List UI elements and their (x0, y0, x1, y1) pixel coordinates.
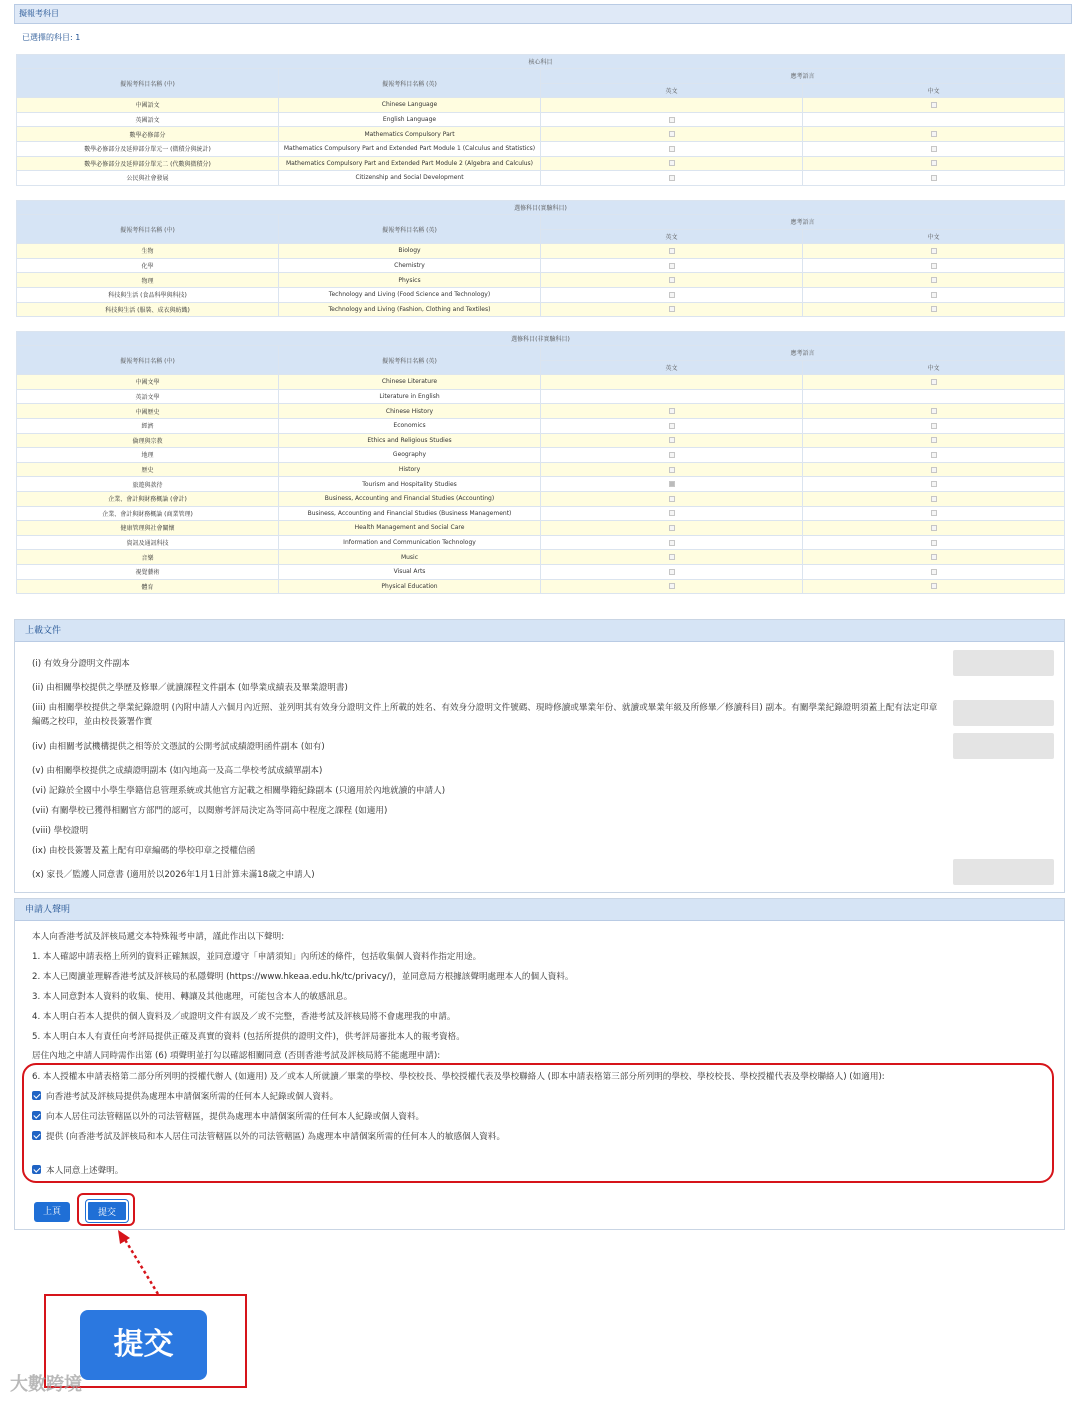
checkbox-lang-en[interactable] (669, 554, 675, 560)
checkbox-lang-zh[interactable] (931, 481, 937, 487)
col-header-lang: 應考語言 (541, 346, 1065, 361)
subject-name-cn: 中國語文 (17, 98, 279, 113)
table-row (17, 404, 1065, 419)
lang-zh-cell (803, 302, 1065, 317)
pointer-arrow (110, 1228, 170, 1298)
checkbox-lang-en[interactable] (669, 131, 675, 137)
subject-name-cn: 歷史 (17, 462, 279, 477)
upload-slot-4[interactable] (953, 733, 1054, 759)
subject-name-cn: 物理 (17, 273, 279, 288)
checkbox-lang-zh[interactable] (931, 467, 937, 473)
col-header-en: 擬報考科目名稱 (英) (279, 69, 541, 98)
col-header-cn: 擬報考科目名稱 (中) (17, 69, 279, 98)
table-row (17, 506, 1065, 521)
subject-name-cn: 數學必修部分 (17, 127, 279, 142)
table-row (17, 244, 1065, 259)
subject-name-en: History (279, 462, 541, 477)
checkbox-lang-zh[interactable] (931, 583, 937, 589)
checkbox-lang-zh[interactable] (931, 277, 937, 283)
table-row (17, 287, 1065, 302)
table-caption: 選修科目(非實驗科目) (17, 332, 1065, 346)
table-caption: 核心科目 (17, 55, 1065, 69)
lang-zh-cell (803, 491, 1065, 506)
declaration-item-6: 6. 本人授權本申請表格第二部分所列明的授權代辦人 (如適用) 及／或本人所就讀／畢業的學校、學校校長、學校授權代表及學校聯絡人 (即本申請表格第三部分所列明的學校、學校校長、學校授權代表及學校聯絡人) (如適用): (32, 1072, 885, 1082)
upload-slot-1[interactable] (953, 650, 1054, 676)
table-row (17, 258, 1065, 273)
subject-name-cn: 體育 (17, 579, 279, 594)
checkbox-lang-en[interactable] (669, 263, 675, 269)
col-header-en: 擬報考科目名稱 (英) (279, 346, 541, 375)
submit-button[interactable]: 提交 (86, 1200, 128, 1222)
checkbox-lang-en[interactable] (669, 423, 675, 429)
checkbox-lang-en[interactable] (669, 481, 675, 487)
col-header-cn: 擬報考科目名稱 (中) (17, 215, 279, 244)
subject-name-en: Physics (279, 273, 541, 288)
subject-name-cn: 健康管理與社會關懷 (17, 521, 279, 536)
lang-zh-cell (803, 112, 1065, 127)
lang-en-cell (541, 418, 803, 433)
checkbox-lang-en[interactable] (669, 540, 675, 546)
checkbox-lang-zh[interactable] (931, 175, 937, 181)
lang-zh-cell (803, 375, 1065, 390)
table-row (17, 127, 1065, 142)
subject-name-cn: 英語文學 (17, 389, 279, 404)
lang-zh-cell (803, 579, 1065, 594)
subject-name-en: Biology (279, 244, 541, 259)
checkbox-lang-zh[interactable] (931, 496, 937, 502)
checkbox-lang-en[interactable] (669, 437, 675, 443)
upload-item: (iii) 由相關學校提供之學業紀錄證明 (內附申請人六個月內近照、並列明其有效身分證明文件上所載的姓名、有效身分證明文件號碼、現時修讀或畢業年份、就讀或畢業年級及所修畢／修讀科目) 副本。有關學業紀錄證明須蓋上配有法定印章編碼之校印，並由校長簽署作實 (32, 703, 938, 727)
lang-en-cell (541, 491, 803, 506)
col-header-cn: 擬報考科目名稱 (中) (17, 346, 279, 375)
checkbox-lang-zh[interactable] (931, 102, 937, 108)
lang-zh-cell (803, 273, 1065, 288)
table-row (17, 156, 1065, 171)
subject-name-cn: 數學必修部分及延伸部分單元二 (代數與微積分) (17, 156, 279, 171)
table-row (17, 564, 1065, 579)
upload-item: (ii) 由相關學校提供之學歷及修畢／就讀課程文件副本 (如學業成績表及畢業證明書) (32, 683, 348, 693)
subject-name-cn: 倫理與宗教 (17, 433, 279, 448)
lang-en-cell (541, 448, 803, 463)
lang-zh-cell (803, 404, 1065, 419)
consent-label: 向本人居住司法管轄區以外的司法管轄區，提供為處理本申請個案所需的任何本人紀錄或個人資料。 (46, 1112, 425, 1122)
lang-en-cell (541, 171, 803, 186)
selected-count: 已選擇的科目: 1 (22, 33, 81, 42)
subject-name-en: Tourism and Hospitality Studies (279, 477, 541, 492)
checkbox-lang-zh[interactable] (931, 423, 937, 429)
lang-zh-cell (803, 127, 1065, 142)
watermark: 大數跨境 (10, 1374, 82, 1395)
checkbox-lang-en[interactable] (669, 175, 675, 181)
lang-zh-cell (803, 564, 1065, 579)
checkbox-lang-en[interactable] (669, 510, 675, 516)
col-header-lang: 應考語言 (541, 215, 1065, 230)
lang-en-cell (541, 506, 803, 521)
lang-zh-cell (803, 244, 1065, 259)
subject-name-en: Chinese History (279, 404, 541, 419)
subject-name-cn: 公民與社會發展 (17, 171, 279, 186)
declaration-intro: 本人向香港考試及評核局遞交本特殊報考申請，謹此作出以下聲明: (32, 932, 285, 942)
prev-page-button[interactable]: 上頁 (34, 1202, 70, 1222)
checkbox-lang-en[interactable] (669, 525, 675, 531)
subject-name-cn: 音樂 (17, 550, 279, 565)
lang-en-cell (541, 302, 803, 317)
declaration-item: 4. 本人明白若本人提供的個人資料及／或證明文件有誤及／或不完整，香港考試及評核局將不會處理我的申請。 (32, 1012, 456, 1022)
lang-zh-cell (803, 477, 1065, 492)
elective-nonlab-table (16, 331, 1065, 594)
checkbox-lang-en[interactable] (669, 467, 675, 473)
checkbox-lang-zh[interactable] (931, 306, 937, 312)
lang-zh-cell (803, 506, 1065, 521)
table-row (17, 418, 1065, 433)
subject-name-en: Business, Accounting and Financial Studies (Accounting) (279, 491, 541, 506)
subject-name-cn: 企業、會計與財務概論 (商業管理) (17, 506, 279, 521)
lang-en-cell (541, 389, 803, 404)
table-row (17, 375, 1065, 390)
col-header-lang: 應考語言 (541, 69, 1065, 84)
lang-zh-cell (803, 418, 1065, 433)
lang-en-cell (541, 433, 803, 448)
declaration-item: 1. 本人確認申請表格上所列的資料正確無誤，並同意遵守「申請須知」內所述的條件，包括收集個人資料作指定用途。 (32, 952, 482, 962)
lang-en-cell (541, 112, 803, 127)
subject-name-en: Chinese Language (279, 98, 541, 113)
lang-en-cell (541, 273, 803, 288)
lang-zh-cell (803, 258, 1065, 273)
checkbox-lang-en[interactable] (669, 452, 675, 458)
checkbox-lang-zh[interactable] (931, 437, 937, 443)
subject-name-en: Chemistry (279, 258, 541, 273)
checkbox-lang-en[interactable] (669, 408, 675, 414)
col-header-lang-zh: 中文 (803, 229, 1065, 244)
lang-zh-cell (803, 141, 1065, 156)
table-row (17, 477, 1065, 492)
col-header-lang-en: 英文 (541, 229, 803, 244)
subject-name-en: Music (279, 550, 541, 565)
table-row (17, 112, 1065, 127)
lang-en-cell (541, 141, 803, 156)
checkbox-lang-zh[interactable] (931, 525, 937, 531)
checkbox-lang-en[interactable] (669, 160, 675, 166)
upload-item: (iv) 由相關考試機構提供之相等於文憑試的公開考試成績證明函件副本 (如有) (32, 742, 325, 752)
lang-en-cell (541, 579, 803, 594)
lang-zh-cell (803, 433, 1065, 448)
subject-name-cn: 生物 (17, 244, 279, 259)
agree-label: 本人同意上述聲明。 (46, 1166, 124, 1176)
lang-zh-cell (803, 550, 1065, 565)
consent-label: 提供 (向香港考試及評核局和本人居住司法管轄區以外的司法管轄區) 為處理本申請個案所需的任何本人的敏感個人資料。 (46, 1132, 506, 1142)
checkbox-lang-zh[interactable] (931, 292, 937, 298)
subject-name-cn: 經濟 (17, 418, 279, 433)
lang-en-cell (541, 98, 803, 113)
col-header-lang-en: 英文 (541, 360, 803, 375)
checkbox-lang-zh[interactable] (931, 452, 937, 458)
checkbox-lang-zh[interactable] (931, 510, 937, 516)
upload-item: (v) 由相關學校提供之成績證明副本 (如內地高一及高二學校考試成績單副本) (32, 766, 323, 776)
subject-name-en: Technology and Living (Food Science and Technology) (279, 287, 541, 302)
lang-en-cell (541, 477, 803, 492)
lang-en-cell (541, 156, 803, 171)
upload-item: (x) 家長／監護人同意書 (適用於以2026年1月1日計算未滿18歲之申請人) (32, 870, 315, 880)
lang-en-cell (541, 564, 803, 579)
table-row (17, 433, 1065, 448)
declaration-item: 2. 本人已閱讀並理解香港考試及評核局的私隱聲明 (https://www.hkeaa.edu.hk/tc/privacy/)，並同意局方根據該聲明處理本人的個人資料。 (32, 972, 574, 982)
subject-name-cn: 視覺藝術 (17, 564, 279, 579)
lang-zh-cell (803, 156, 1065, 171)
checkbox-lang-zh[interactable] (931, 263, 937, 269)
subject-name-en: Economics (279, 418, 541, 433)
core-subjects-table (16, 54, 1065, 186)
subject-name-cn: 化學 (17, 258, 279, 273)
checkbox-lang-en[interactable] (669, 292, 675, 298)
table-row (17, 389, 1065, 404)
checkbox-lang-zh[interactable] (931, 554, 937, 560)
checkbox-lang-zh[interactable] (931, 540, 937, 546)
checkbox-lang-en[interactable] (669, 569, 675, 575)
subject-name-cn: 企業、會計與財務概論 (會計) (17, 491, 279, 506)
table-row (17, 141, 1065, 156)
lang-en-cell (541, 127, 803, 142)
lang-zh-cell (803, 462, 1065, 477)
upload-item: (ix) 由校長簽署及蓋上配有印章編碼的學校印章之授權信函 (32, 846, 256, 856)
lang-zh-cell (803, 521, 1065, 536)
lang-zh-cell (803, 535, 1065, 550)
subject-name-cn: 地理 (17, 448, 279, 463)
upload-item: (i) 有效身分證明文件副本 (32, 659, 130, 669)
lang-en-cell (541, 244, 803, 259)
table-row (17, 521, 1065, 536)
table-row (17, 579, 1065, 594)
section-header-subjects: 擬報考科目 (14, 4, 1072, 24)
upload-title: 上載文件 (15, 620, 1064, 642)
subject-name-en: Ethics and Religious Studies (279, 433, 541, 448)
upload-item: (vi) 記錄於全國中小學生學籍信息管理系統或其他官方記載之相關學籍紀錄副本 (只適用於內地就讀的申請人) (32, 786, 446, 796)
lang-en-cell (541, 375, 803, 390)
subject-name-en: Mathematics Compulsory Part and Extended Part Module 2 (Algebra and Calculus) (279, 156, 541, 171)
lang-zh-cell (803, 98, 1065, 113)
subject-name-cn: 中國歷史 (17, 404, 279, 419)
col-header-lang-zh: 中文 (803, 83, 1065, 98)
checkbox-lang-zh[interactable] (931, 379, 937, 385)
subject-name-cn: 旅遊與款待 (17, 477, 279, 492)
subject-name-en: Physical Education (279, 579, 541, 594)
subject-name-en: Technology and Living (Fashion, Clothing and Textiles) (279, 302, 541, 317)
subject-name-cn: 科技與生活 (食品科學與科技) (17, 287, 279, 302)
checkbox-lang-en[interactable] (669, 146, 675, 152)
subject-name-en: Chinese Literature (279, 375, 541, 390)
subject-name-en: English Language (279, 112, 541, 127)
lang-zh-cell (803, 389, 1065, 404)
lang-zh-cell (803, 171, 1065, 186)
subject-name-en: Information and Communication Technology (279, 535, 541, 550)
upload-item: (vii) 有關學校已獲得相關官方部門的認可，以閱辦考評局決定為等同高中程度之課程 (如適用) (32, 806, 388, 816)
subject-name-en: Business, Accounting and Financial Studies (Business Management) (279, 506, 541, 521)
lang-en-cell (541, 287, 803, 302)
subject-name-en: Visual Arts (279, 564, 541, 579)
checkbox-lang-zh[interactable] (931, 248, 937, 254)
upload-item: (viii) 學校證明 (32, 826, 89, 836)
table-caption: 選修科目(實驗科目) (17, 201, 1065, 215)
checkbox-lang-en[interactable] (669, 277, 675, 283)
checkbox-lang-zh[interactable] (931, 408, 937, 414)
table-row (17, 302, 1065, 317)
subject-name-en: Health Management and Social Care (279, 521, 541, 536)
table-row (17, 491, 1065, 506)
lang-zh-cell (803, 448, 1065, 463)
upload-slot-3[interactable] (953, 700, 1054, 726)
subject-name-en: Geography (279, 448, 541, 463)
table-row (17, 171, 1065, 186)
subject-name-cn: 數學必修部分及延伸部分單元一 (微積分與統計) (17, 141, 279, 156)
highlight-box-declaration (22, 1063, 1054, 1183)
col-header-en: 擬報考科目名稱 (英) (279, 215, 541, 244)
subject-name-cn: 資訊及通訊科技 (17, 535, 279, 550)
declaration-title: 申請人聲明 (15, 899, 1064, 921)
highlight-submit (77, 1193, 135, 1226)
subject-name-en: Mathematics Compulsory Part (279, 127, 541, 142)
checkbox-lang-zh[interactable] (931, 569, 937, 575)
lang-en-cell (541, 462, 803, 477)
checkbox-lang-zh[interactable] (931, 131, 937, 137)
lang-en-cell (541, 521, 803, 536)
subject-name-cn: 中國文學 (17, 375, 279, 390)
elective-lab-table (16, 200, 1065, 317)
lang-en-cell (541, 258, 803, 273)
col-header-lang-zh: 中文 (803, 360, 1065, 375)
mainland-note: 居住內地之申請人同時需作出第 (6) 項聲明並打勾以確認相關同意 (否則香港考試及評核局將不能處理申請): (32, 1051, 441, 1061)
subject-name-en: Literature in English (279, 389, 541, 404)
table-row (17, 550, 1065, 565)
lang-en-cell (541, 404, 803, 419)
lang-en-cell (541, 535, 803, 550)
checkbox-lang-en[interactable] (669, 583, 675, 589)
checkbox-lang-en[interactable] (669, 306, 675, 312)
declaration-item: 3. 本人同意對本人資料的收集、使用、轉讓及其他處理，可能包含本人的敏感訊息。 (32, 992, 353, 1002)
table-row (17, 535, 1065, 550)
table-row (17, 273, 1065, 288)
zoom-submit-button: 提交 (80, 1310, 207, 1380)
col-header-lang-en: 英文 (541, 83, 803, 98)
checkbox-lang-en[interactable] (669, 496, 675, 502)
lang-zh-cell (803, 287, 1065, 302)
upload-slot-10[interactable] (953, 859, 1054, 885)
table-row (17, 448, 1065, 463)
checkbox-lang-zh[interactable] (931, 146, 937, 152)
table-row (17, 98, 1065, 113)
checkbox-lang-zh[interactable] (931, 160, 937, 166)
subject-name-cn: 科技與生活 (服裝、成衣與紡織) (17, 302, 279, 317)
subject-name-en: Citizenship and Social Development (279, 171, 541, 186)
consent-label: 向香港考試及評核局提供為處理本申請個案所需的任何本人紀錄或個人資料。 (46, 1092, 339, 1102)
checkbox-lang-en[interactable] (669, 117, 675, 123)
table-row (17, 462, 1065, 477)
declaration-item: 5. 本人明白本人有責任向考評局提供正確及真實的資料 (包括所提供的證明文件)，供考評局審批本人的報考資格。 (32, 1032, 465, 1042)
subject-name-cn: 英國語文 (17, 112, 279, 127)
checkbox-lang-en[interactable] (669, 248, 675, 254)
subject-name-en: Mathematics Compulsory Part and Extended Part Module 1 (Calculus and Statistics) (279, 141, 541, 156)
lang-en-cell (541, 550, 803, 565)
